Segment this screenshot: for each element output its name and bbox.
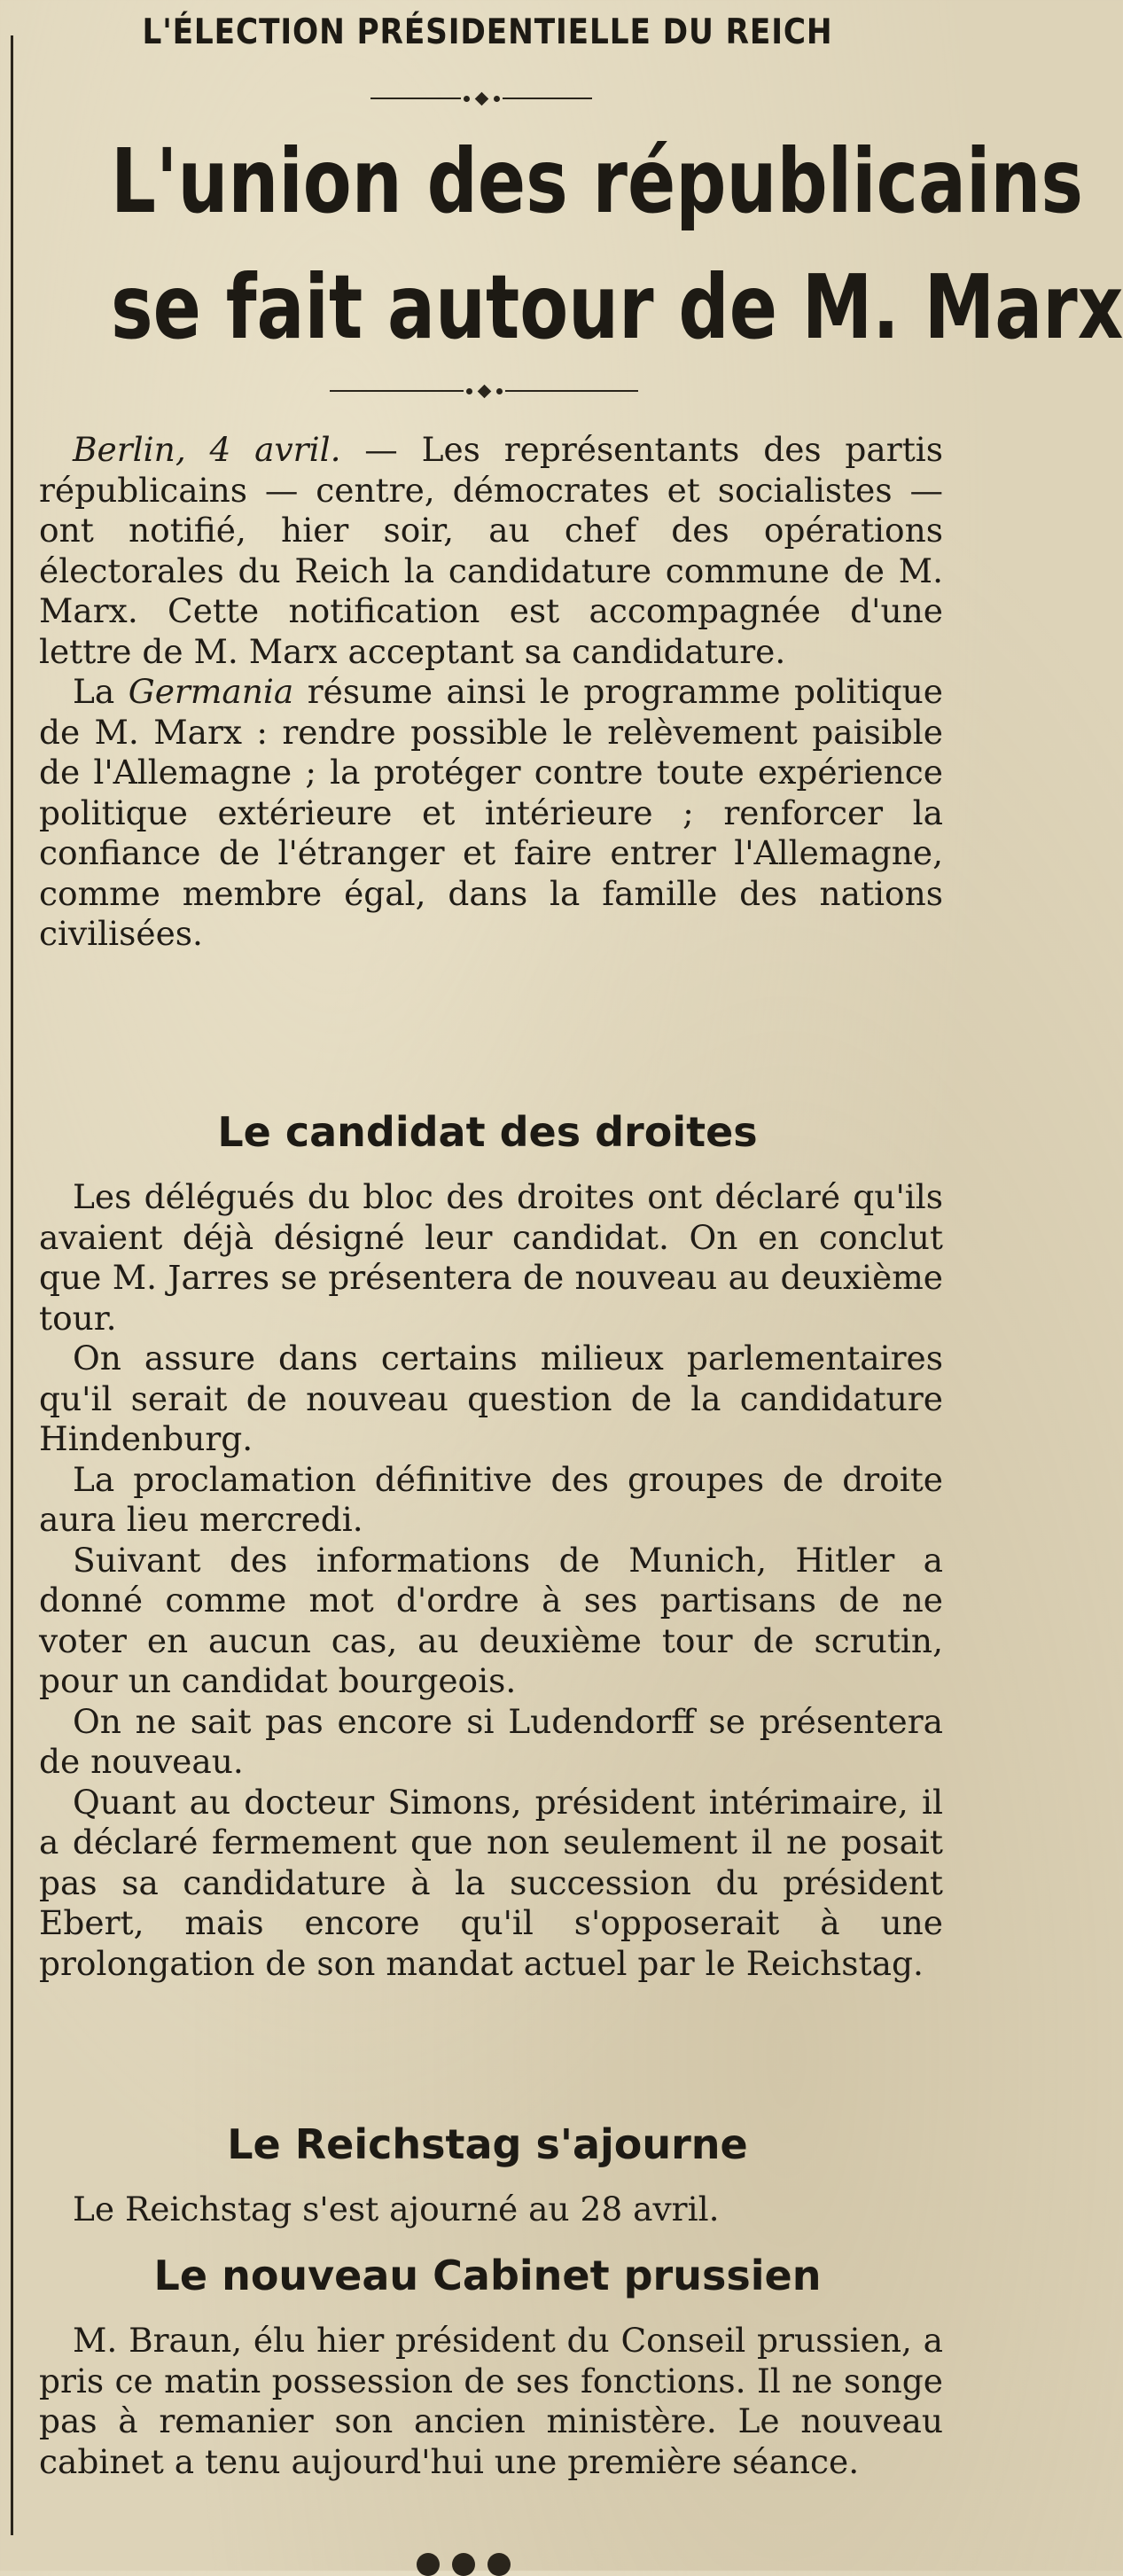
article-kicker: L'ÉLECTION PRÉSIDENTIELLE DU REICH: [142, 12, 833, 52]
headline-line-1: L'union des républicains: [111, 129, 1083, 233]
intro-text: [39, 430, 943, 955]
paragraph: M. Braun, élu hier président du Conseil prussien, a pris ce matin possession de ses fonctions. Il ne songe pas à remanier son ancien ministère. Le nouveau cabinet a tenu aujourd'hui une première séance.: [39, 2321, 943, 2481]
intro-paragraph-2: [39, 672, 943, 955]
section-droites-text: [39, 1177, 943, 1984]
column-rule: [11, 35, 13, 2535]
intro-paragraph-1: [39, 430, 943, 672]
section-cabinet-text: [39, 2321, 943, 2482]
paragraph: On ne sait pas encore si Ludendorff se présentera de nouveau.: [39, 1701, 943, 1781]
dateline: Berlin, 4 avril.: [73, 430, 341, 469]
section-title-droites: Le candidat des droites: [217, 1108, 758, 1156]
intro-paragraph-2-body: résume ainsi le programme politique de M. Marx : rendre possible le relèvement paisible de l'Allemagne ; la protéger contre toute expérience politique extérieure et intérieure ; renforcer la confiance de l'étranger et faire entrer l'Allemagne, comme membre égal, dans la famille des nations civilisées.: [39, 672, 943, 953]
headline-ornament: [330, 386, 638, 395]
newspaper-name: Germania: [128, 672, 294, 711]
paragraph: On assure dans certains milieux parlementaires qu'il serait de nouveau question de la candidature Hindenburg.: [39, 1339, 943, 1458]
section-title-cabinet: Le nouveau Cabinet prussien: [153, 2252, 822, 2299]
paragraph: Le Reichstag s'est ajourné au 28 avril.: [73, 2190, 720, 2229]
paragraph: La proclamation définitive des groupes de droite aura lieu mercredi.: [39, 1459, 943, 1539]
paragraph: Les délégués du bloc des droites ont déclaré qu'ils avaient déjà désigné leur candidat. On en conclut que M. Jarres se présentera de nouveau au deuxième tour.: [39, 1177, 943, 1338]
section-title-reichstag: Le Reichstag s'ajourne: [227, 2120, 748, 2168]
paragraph: Suivant des informations de Munich, Hitler a donné comme mot d'ordre à ses partisans de ne voter en aucun cas, au deuxième tour de scrutin, pour un candidat bourgeois.: [39, 1540, 943, 1700]
intro-paragraph-1-body: — Les représentants des partis républicains — centre, démocrates et socialistes — ont notifié, hier soir, au chef des opérations électorales du Reich la candidature commune de M. Marx. Cette notification est accompagnée d'une lettre de M. Marx acceptant sa candidature.: [39, 430, 944, 671]
headline-line-2: se fait autour de M. Marx: [111, 255, 1123, 359]
paragraph: Quant au docteur Simons, président intérimaire, il a déclaré fermement que non seulement il ne posait pas sa candidature à la succession du président Ebert, mais encore qu'il s'opposerait à une prolongation de son mandat actuel par le Reichstag.: [39, 1782, 943, 1983]
title-ornament: [370, 94, 592, 103]
end-ornament: [417, 2553, 511, 2576]
intro-paragraph-2-start: La: [73, 672, 129, 711]
section-reichstag-text: [39, 2190, 943, 2230]
